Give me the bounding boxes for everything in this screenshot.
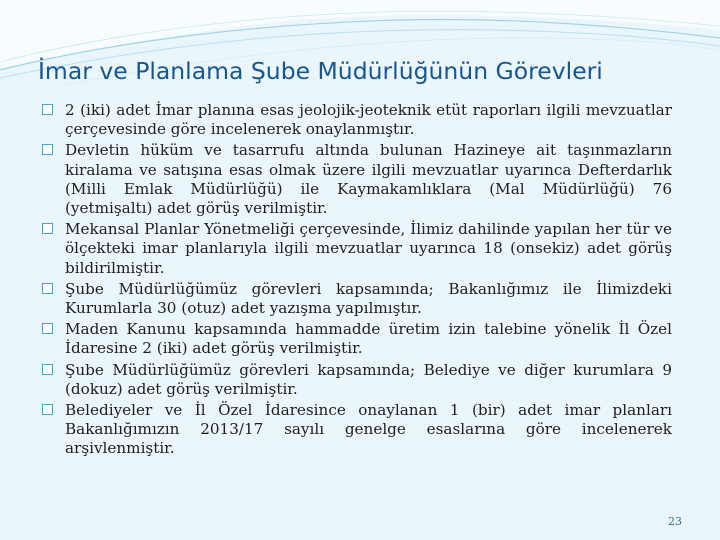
list-item — [40, 280, 672, 318]
bullet-list — [40, 101, 672, 461]
list-item — [40, 101, 672, 139]
list-item-text: Maden Kanunu kapsamında hammadde üretim izin talebine yönelik İl Özel İdaresine 2 (iki) adet görüş verilmiştir. — [65, 320, 672, 358]
square-bullet-icon — [42, 323, 53, 334]
list-item-text: Şube Müdürlüğümüz görevleri kapsamında; Belediye ve diğer kurumlara 9 (dokuz) adet görüş verilmiştir. — [65, 360, 672, 398]
list-item — [40, 320, 672, 358]
list-item-text: Şube Müdürlüğümüz görevleri kapsamında; Bakanlığımız ile İlimizdeki Kurumlarla 30 (otuz) adet yazışma yapılmıştır. — [65, 279, 672, 318]
slide-title: İmar ve Planlama Şube Müdürlüğünün Görevleri — [38, 57, 603, 85]
square-bullet-icon — [42, 404, 53, 415]
list-item-text: Belediyeler ve İl Özel İdaresince onaylanan 1 (bir) adet imar planları Bakanlığımızın 2013/17 sayılı genelge esaslarına göre incelenerek arşivlenmiştir. — [65, 401, 672, 458]
list-item-text: 2 (iki) adet İmar planına esas jeolojik-jeoteknik etüt raporları ilgili mevzuatlar çerçevesinde göre incelenerek onaylanmıştır. — [65, 101, 672, 139]
list-item — [40, 401, 672, 459]
list-item — [40, 220, 672, 278]
list-item — [40, 361, 672, 399]
list-item — [40, 141, 672, 218]
list-item-text: Devletin hüküm ve tasarrufu altında bulunan Hazineye ait taşınmazların kiralama ve satışına esas olmak üzere ilgili mevzuatlar uyarınca Defterdarlık (Milli Emlak Müdürlüğü) ile Kaymakamlıklara (Mal Müdürlüğü) 76 (yetmişaltı) adet görüş verilmiştir. — [65, 141, 672, 218]
square-bullet-icon — [42, 223, 53, 234]
decorative-waves — [0, 0, 720, 100]
square-bullet-icon — [42, 104, 53, 115]
square-bullet-icon — [42, 283, 53, 294]
square-bullet-icon — [42, 144, 53, 155]
list-item-text: Mekansal Planlar Yönetmeliği çerçevesinde, İlimiz dahilinde yapılan her tür ve ölçekteki imar planlarıyla ilgili mevzuatlar uyarınca 18 (onsekiz) adet görüş bildirilmiştir. — [65, 220, 672, 277]
square-bullet-icon — [42, 364, 53, 375]
page-number: 23 — [668, 515, 682, 528]
